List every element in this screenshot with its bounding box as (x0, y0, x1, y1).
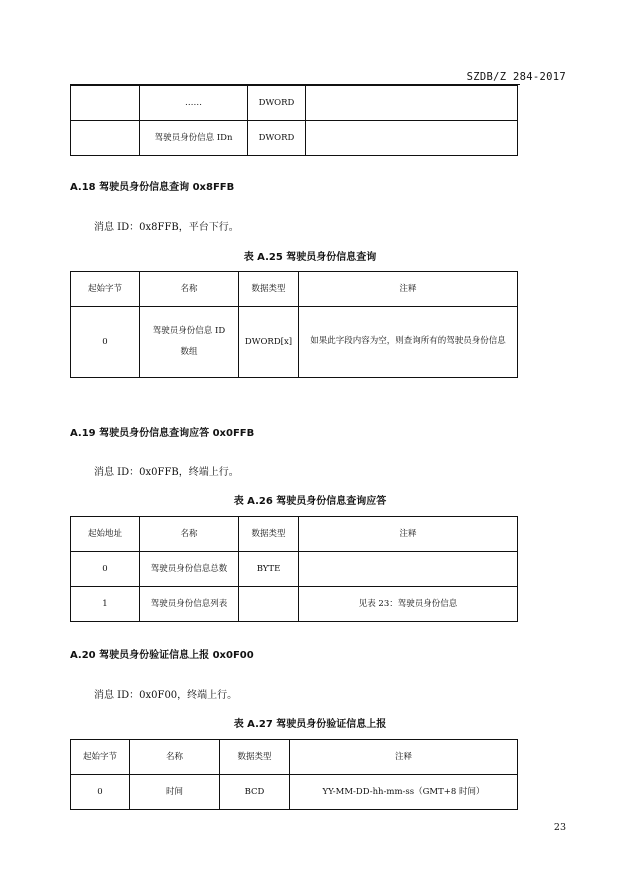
table-header-row (71, 740, 518, 775)
document-code: SZDB/Z 284-2017 (466, 71, 566, 83)
table-cell (306, 86, 518, 121)
table-cell: 0 (71, 307, 140, 378)
table-row (71, 307, 518, 378)
table-cell: DWORD (248, 86, 306, 121)
table-a26 (70, 516, 518, 622)
table-cell: 0 (71, 552, 140, 587)
column-header: 名称 (140, 517, 239, 552)
page-number: 23 (553, 822, 566, 833)
section-heading-a20: A.20 驾驶员身份验证信息上报 0x0F00 (70, 650, 254, 661)
column-header: 数据类型 (239, 517, 299, 552)
column-header: 名称 (140, 272, 239, 307)
table-cell (306, 121, 518, 156)
table-cell (239, 587, 299, 622)
table-row (71, 121, 518, 156)
table-cell: …… (140, 86, 248, 121)
table-cell: 0 (71, 775, 130, 810)
table-cell: 1 (71, 587, 140, 622)
table-cell: 如果此字段内容为空，则查询所有的驾驶员身份信息 (299, 307, 518, 378)
message-id-paragraph-a19: 消息 ID：0x0FFB，终端上行。 (94, 467, 239, 478)
table-cell: BCD (220, 775, 290, 810)
table-caption-a25: 表 A.25 驾驶员身份信息查询 (243, 252, 377, 263)
table-cell (71, 86, 140, 121)
table-cell: DWORD[x] (239, 307, 299, 378)
table-cell: 驾驶员身份信息总数 (140, 552, 239, 587)
table-cell: BYTE (239, 552, 299, 587)
table-cell: 驾驶员身份信息列表 (140, 587, 239, 622)
table-caption-a27: 表 A.27 驾驶员身份验证信息上报 (233, 719, 387, 730)
table-a25 (70, 271, 518, 378)
column-header: 数据类型 (220, 740, 290, 775)
table-caption-a26: 表 A.26 驾驶员身份信息查询应答 (233, 496, 387, 507)
table-cell: DWORD (248, 121, 306, 156)
column-header: 起始字节 (71, 740, 130, 775)
message-id-paragraph-a18: 消息 ID：0x8FFB，平台下行。 (94, 222, 239, 233)
table-a27 (70, 739, 518, 810)
column-header: 注释 (299, 517, 518, 552)
table-row (71, 587, 518, 622)
continued-table (70, 85, 518, 156)
table-cell: 驾驶员身份信息 ID 数组 (140, 307, 239, 378)
message-id-paragraph-a20: 消息 ID：0x0F00，终端上行。 (94, 690, 238, 701)
table-row (71, 552, 518, 587)
column-header: 注释 (290, 740, 518, 775)
table-row (71, 775, 518, 810)
column-header: 起始地址 (71, 517, 140, 552)
table-row (71, 86, 518, 121)
section-heading-a19: A.19 驾驶员身份信息查询应答 0x0FFB (70, 428, 255, 439)
column-header: 起始字节 (71, 272, 140, 307)
table-cell (71, 121, 140, 156)
column-header: 名称 (130, 740, 220, 775)
table-header-row (71, 272, 518, 307)
table-cell (299, 552, 518, 587)
table-cell: 见表 23：驾驶员身份信息 (299, 587, 518, 622)
column-header: 注释 (299, 272, 518, 307)
table-cell: 驾驶员身份信息 IDn (140, 121, 248, 156)
table-cell: 时间 (130, 775, 220, 810)
column-header: 数据类型 (239, 272, 299, 307)
table-header-row (71, 517, 518, 552)
section-heading-a18: A.18 驾驶员身份信息查询 0x8FFB (70, 182, 235, 193)
table-cell: YY-MM-DD-hh-mm-ss（GMT+8 时间） (290, 775, 518, 810)
